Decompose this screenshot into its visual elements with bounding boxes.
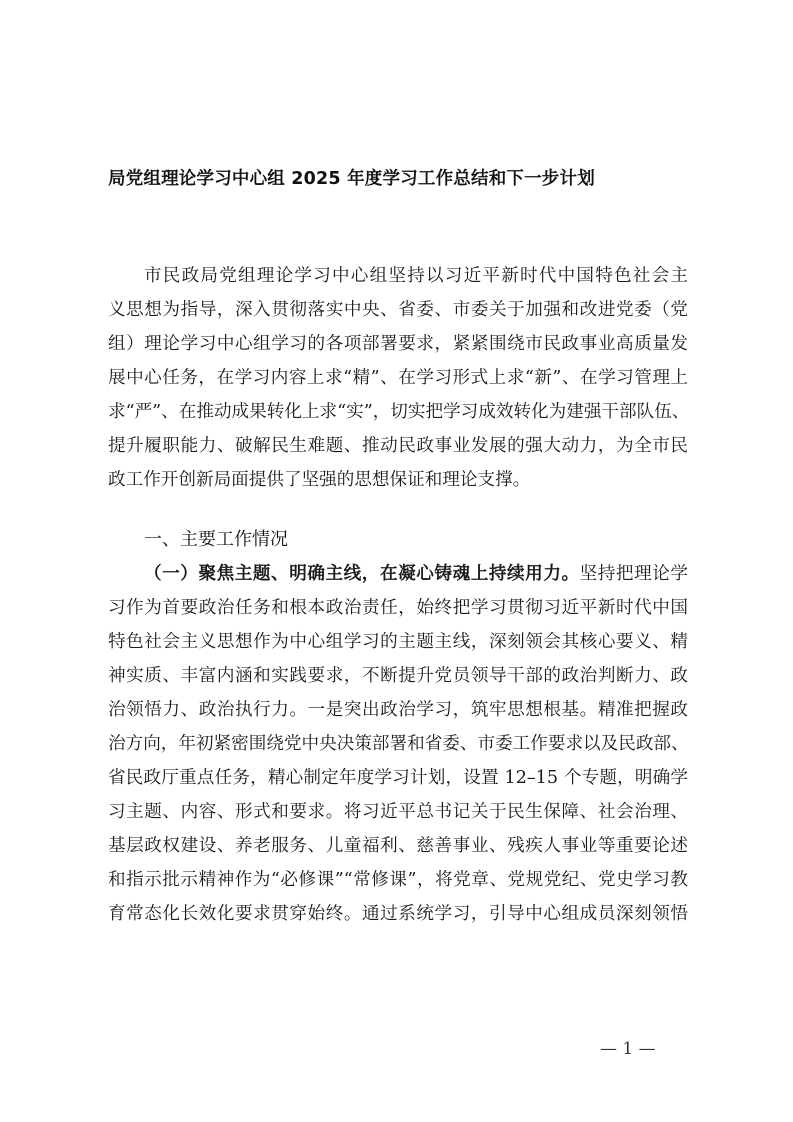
body-line: 习主题、内容、形式和要求。将习近平总书记关于民生保障、社会治理、 <box>108 802 688 822</box>
intro-line: 义思想为指导，深入贯彻落实中央、省委、市委关于加强和改进党委（党 <box>108 300 688 320</box>
body-line: 特色社会主义思想作为中心组学习的主题主线，深刻领会其核心要义、精 <box>108 632 688 652</box>
intro-line: 提升履职能力、破解民生难题、推动民政事业发展的强大动力，为全市民 <box>108 436 688 456</box>
body-line: 和指示批示精神作为“必修课”“常修课”，将党章、党规党纪、党史学习教 <box>108 870 688 890</box>
section-heading: 一、主要工作情况 <box>144 529 288 550</box>
intro-line: 政工作开创新局面提供了坚强的思想保证和理论支撑。 <box>108 470 531 490</box>
subsection-first-line <box>144 557 688 591</box>
body-line: 育常态化长效化要求贯穿始终。通过系统学习，引导中心组成员深刻领悟 <box>108 904 688 924</box>
body-line: 治领悟力、政治执行力。一是突出政治学习，筑牢思想根基。精准把握政 <box>108 700 688 720</box>
body-line: 基层政权建设、养老服务、儿童福利、慈善事业、残疾人事业等重要论述 <box>108 836 688 856</box>
subsection-first-line-text: 坚持把理论学 <box>579 564 688 584</box>
body-line: 省民政厅重点任务，精心制定年度学习计划，设置 12–15 个专题，明确学 <box>108 768 688 788</box>
body-line: 治方向，年初紧密围绕党中央决策部署和省委、市委工作要求以及民政部、 <box>108 734 689 754</box>
body-line: 习作为首要政治任务和根本政治责任，始终把学习贯彻习近平新时代中国 <box>108 598 688 618</box>
body-line: 神实质、丰富内涵和实践要求，不断提升党员领导干部的政治判断力、政 <box>108 666 688 686</box>
intro-line: 展中心任务，在学习内容上求“精”、在学习形式上求“新”、在学习管理上 <box>108 368 688 388</box>
page-number: — 1 — <box>600 1039 656 1059</box>
intro-line: 组）理论学习中心组学习的各项部署要求，紧紧围绕市民政事业高质量发 <box>108 334 688 354</box>
subsection-title: （一）聚焦主题、明确主线，在凝心铸魂上持续用力。 <box>144 563 580 584</box>
intro-line: 市民政局党组理论学习中心组坚持以习近平新时代中国特色社会主 <box>144 266 688 286</box>
intro-line: 求“严”、在推动成果转化上求“实”，切实把学习成效转化为建强干部队伍、 <box>108 402 690 422</box>
document-title: 局党组理论学习中心组 2025 年度学习工作总结和下一步计划 <box>108 169 595 189</box>
